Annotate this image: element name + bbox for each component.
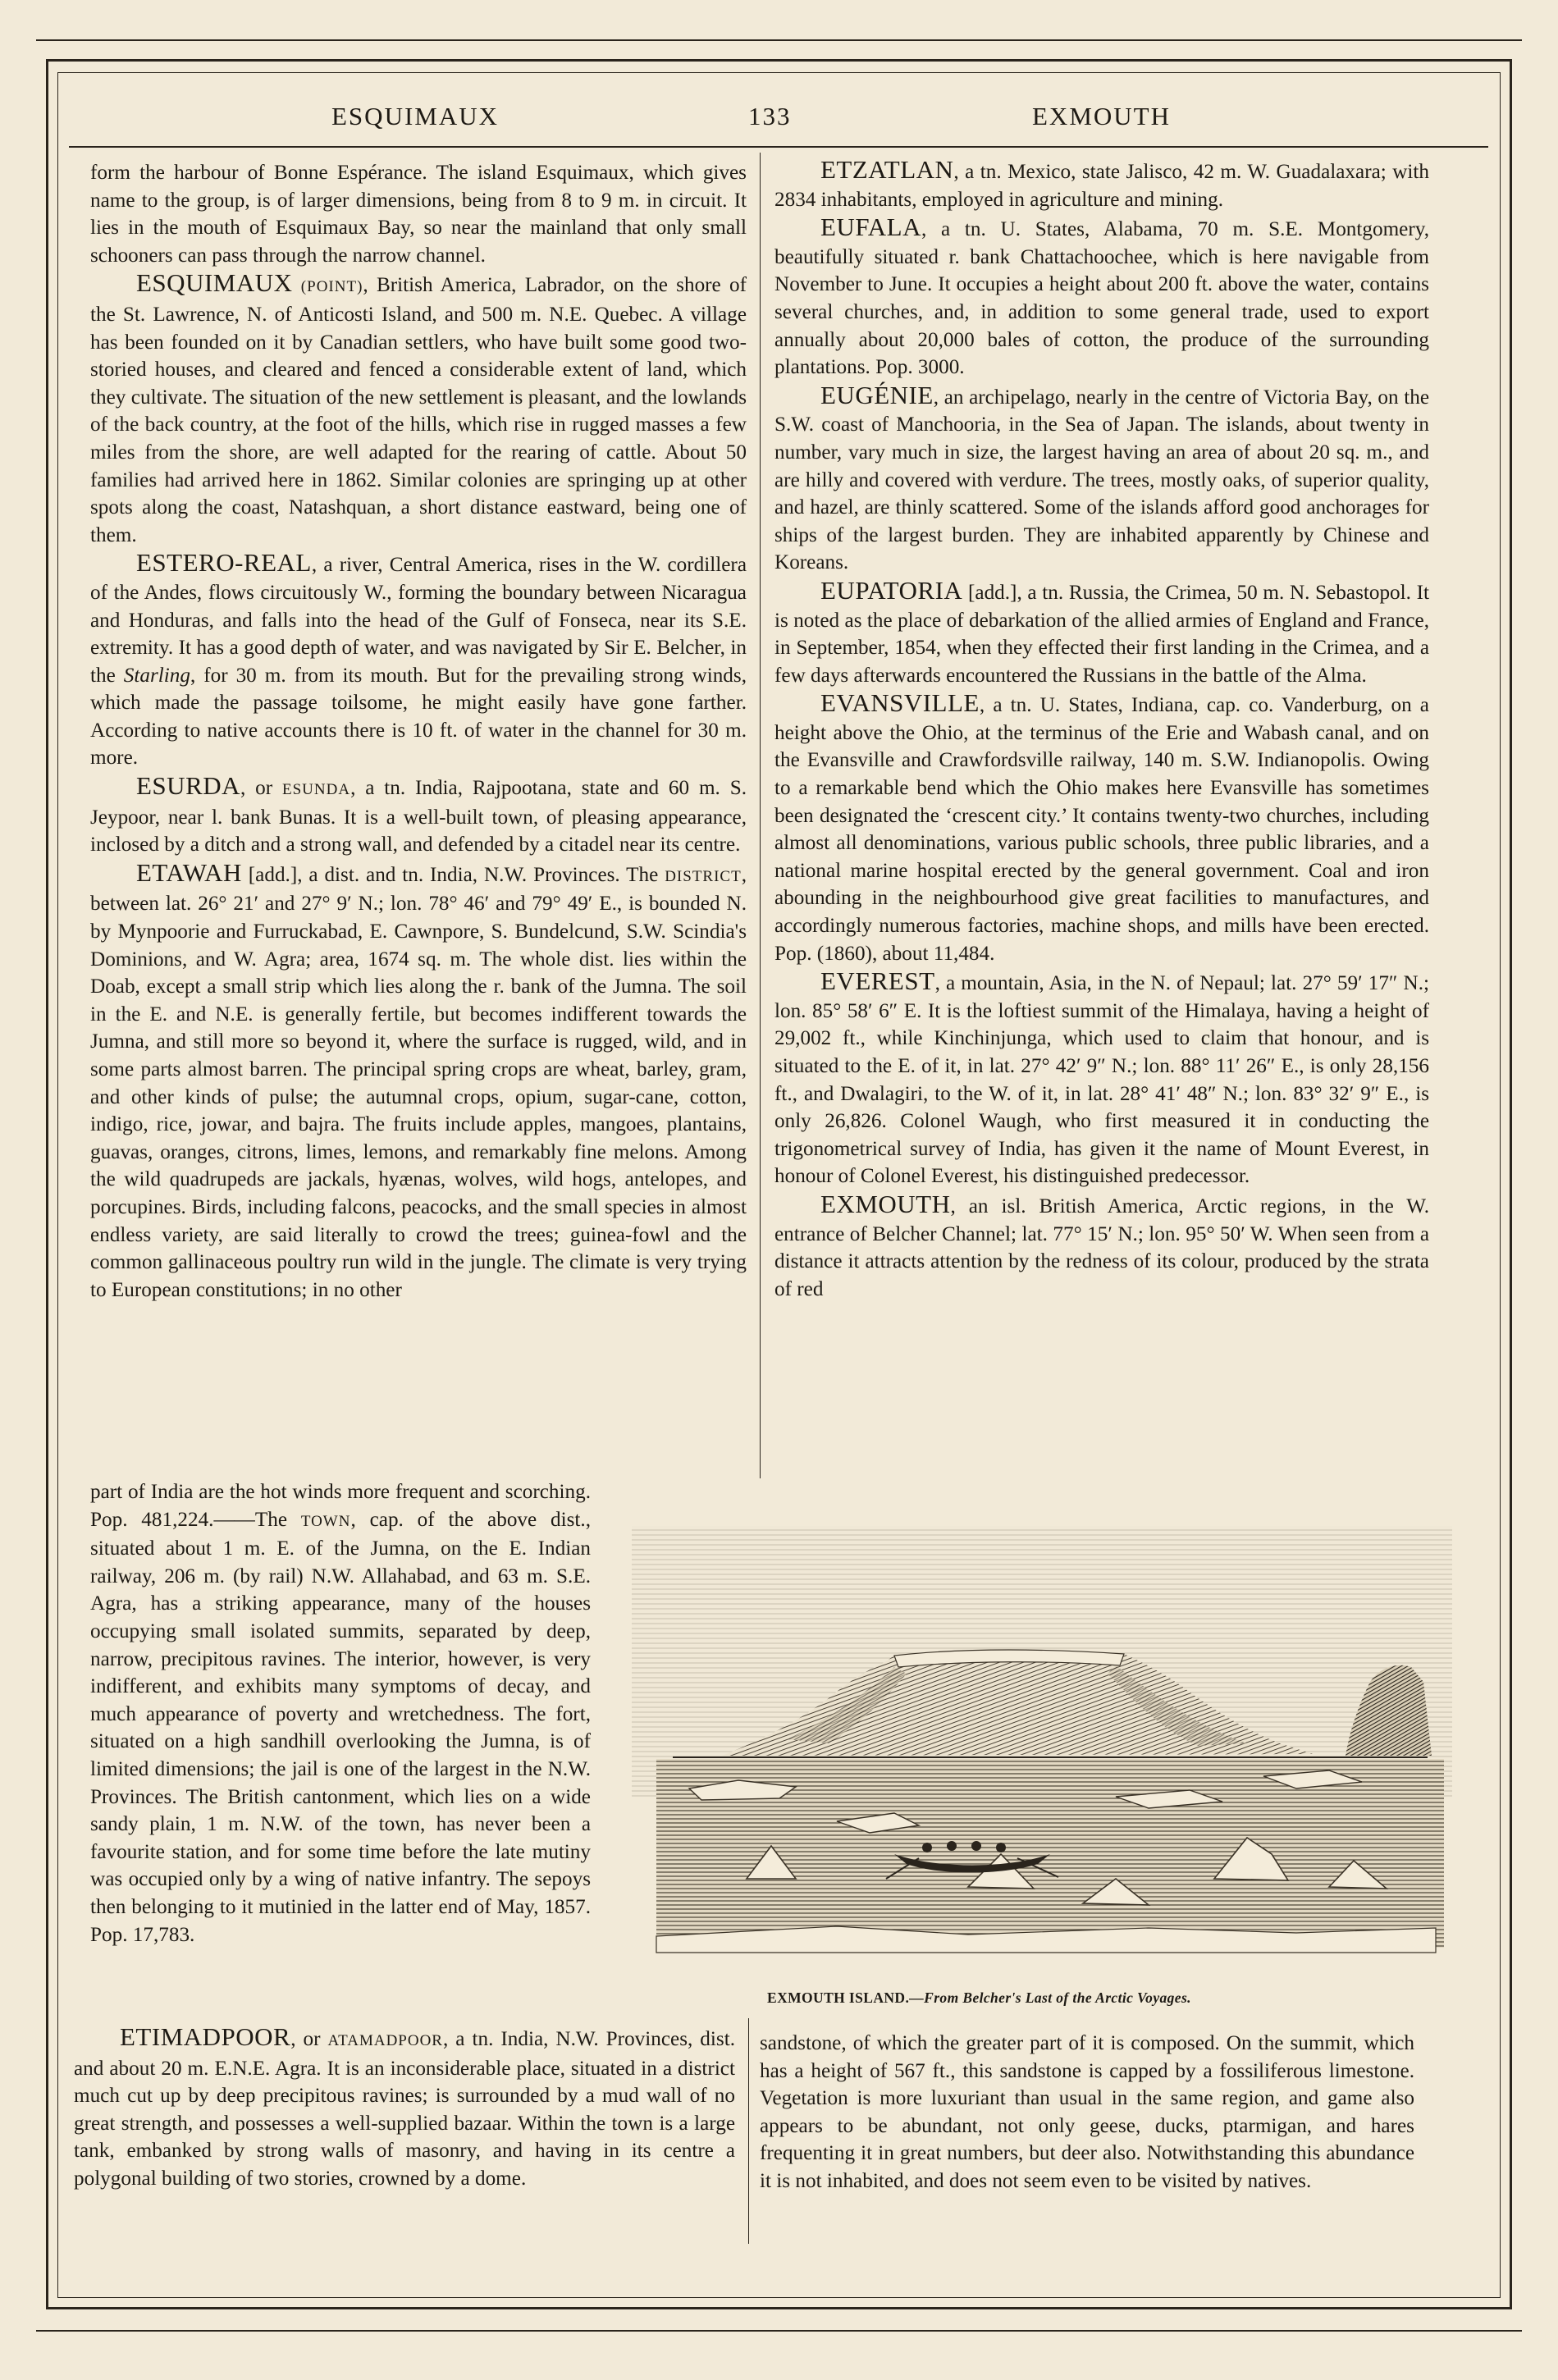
- entry-text: [add.], a dist. and tn. India, N.W. Provinces. The: [241, 863, 665, 886]
- frame-left-inner: [57, 72, 58, 2297]
- entry-exmouth: [774, 1190, 1429, 1303]
- small-caps-label: DISTRICT: [665, 867, 742, 885]
- headword: EVANSVILLE: [820, 688, 980, 718]
- caption-source: —From Belcher's Last of the Arctic Voyages.: [909, 1989, 1191, 2006]
- entry-text: , a tn. India, Rajpootana, state and 60 m. S. Jeypoor, near l. bank Bunas. It is a well-built town, of pleasing appearance, inclosed by a ditch and a strong wall, and defended by a citadel near its centre.: [90, 777, 747, 857]
- headword: ESURDA: [136, 771, 241, 801]
- entry-text: , or: [290, 2028, 328, 2050]
- running-head-right: EXMOUTH: [1032, 102, 1171, 130]
- entry-eupatoria: [774, 577, 1429, 689]
- small-caps-label: ATAMADPOOR: [327, 2032, 443, 2049]
- frame-right-outer: [1510, 59, 1512, 2309]
- header-rule: [69, 146, 1488, 148]
- headword: ESQUIMAUX: [136, 268, 293, 298]
- entry-esquimaux-point: [90, 269, 747, 549]
- entry-estero-real: [90, 549, 747, 772]
- entry-text: , British America, Labrador, on the shore of the St. Lawrence, N. of Anticosti Island, and 500 m. N.E. Quebec. A village has been founded on it by Canadian settlers, who have built some good two-storied houses, and cleared and fenced a considerable extent of land, which they cultivate. The situation of the new settlement is pleasant, and the lowlands of the back country, at the foot of the hills, which rise in rugged masses a few miles from the shore, are well adapted for the rearing of cattle. About 50 families had arrived here in 1862. Similar colonies are springing up at other spots along the coast, Natashquan, a short distance eastward, being one of them.: [90, 274, 747, 546]
- entry-text: , a tn. U. States, Alabama, 70 m. S.E. Montgomery, beautifully situated r. bank Chattachoochee, which is here navigable from November to June. It occupies a height about 200 ft. above the water, contains several churches, and, in addition to some general trade, used to export annually about 20,000 bales of cotton, the produce of the surrounding plantations. Pop. 3000.: [774, 218, 1429, 379]
- entry-eugenie: [774, 381, 1429, 577]
- entry-text: , a tn. U. States, Indiana, cap. co. Vanderburg, on a height above the Ohio, at the terminus of the Erie and Wabash canal, and on the Evansville and Crawfordsville railway, 140 m. S.W. Indianopolis. Owing to a remarkable bend which the Ohio makes here Evansville has sometimes been designated the ‘crescent city.’ It contains twenty-two churches, including almost all denominations, various public schools, three public libraries, and a national marine hospital erected by the general government. Coal and iron abounding in the neighbourhood give great facilities to manufactures, and accordingly numerous factories, machine shops, and mills have been erected. Pop. (1860), about 11,484.: [774, 694, 1429, 965]
- right-column-lower: [760, 2030, 1414, 2195]
- entry-esurda: [90, 772, 747, 859]
- frame-left-outer: [46, 59, 48, 2309]
- entry-etimadpoor: [74, 2023, 735, 2193]
- left-column-narrow: [90, 1478, 591, 1948]
- entry-etawah: [90, 859, 747, 1304]
- small-caps-label: TOWN: [300, 1512, 351, 1530]
- exmouth-continuation: sandstone, of which the greater part of it is composed. On the summit, which has a height of 567 ft., this sandstone is capped by a fossiliferous limestone. Vegetation is more luxuriant than usual in the same region, and game also appears to be abundant, not only geese, ducks, ptarmigan, and hares frequenting it in great numbers, but deer also. Notwithstanding this abundance it is not inhabited, and does not seem even to be visited by natives.: [760, 2032, 1414, 2192]
- headword: ETZATLAN: [820, 155, 954, 184]
- frame-right-inner: [1500, 72, 1501, 2297]
- running-head-left: ESQUIMAUX: [331, 102, 499, 130]
- entry-text: , an isl. British America, Arctic regions, in the W. entrance of Belcher Channel; lat. 77° 15′ N.; lon. 95° 50′ W. When seen from a distance it attracts attention by the redness of its colour, produced by the strata of red: [774, 1195, 1429, 1300]
- frame-top-inner: [46, 59, 1512, 62]
- entry-text: , or: [240, 777, 282, 800]
- entry-text: , an archipelago, nearly in the centre of Victoria Bay, on the S.W. coast of Manchooria, in the Sea of Japan. The islands, about twenty in number, vary much in size, the largest having an area of about 20 sq. m., and are hilly and covered with verdure. The trees, mostly oaks, of superior quality, and hazel, are thinly scattered. Some of the islands afford good anchorages for ships of the largest burden. They are inhabited apparently by Chinese and Koreans.: [774, 386, 1429, 574]
- left-column-upper: [90, 159, 747, 1304]
- headword: EXMOUTH: [820, 1189, 951, 1218]
- frame-top-inner2: [57, 72, 1501, 73]
- right-column-upper: [774, 156, 1429, 1303]
- frame-bottom-outer: [46, 2307, 1512, 2309]
- headword: ETIMADPOOR: [120, 2022, 291, 2051]
- headword: ESTERO-REAL: [136, 548, 312, 578]
- figure-caption: [767, 1989, 1191, 2007]
- entry-text: , a river, Central America, rises in the W. cordillera of the Andes, flows circuitously W., forming the boundary between Nicaragua and Honduras, and falls into the head of the Gulf of Fonseca, near its S.E. extremity. It has a good depth of water, and was navigated by Sir E. Belcher, in the: [90, 554, 747, 687]
- column-divider-upper: [760, 153, 761, 1478]
- esquimaux-continuation: form the harbour of Bonne Espérance. The island Esquimaux, which gives name to the group, is of larger dimensions, being from 8 to 9 m. in circuit. It lies in the mouth of Esquimaux Bay, so near the mainland that only small schooners can pass through the narrow channel.: [90, 162, 747, 267]
- entry-text: , a tn. Mexico, state Jalisco, 42 m. W. Guadalaxara; with 2834 inhabitants, employed in agriculture and mining.: [774, 161, 1429, 211]
- ship-name: Starling: [123, 664, 190, 687]
- small-caps-label: ESUNDA: [282, 781, 351, 799]
- entry-text: [add.], a tn. Russia, the Crimea, 50 m. N. Sebastopol. It is noted as the place of debarkation of the allied armies of England and France, in September, 1854, when they effected their first landing in the Crimea, and a few days afterwards encountered the Russians in the battle of the Alma.: [774, 581, 1429, 687]
- small-caps-label: (POINT): [300, 278, 363, 296]
- headword: ETAWAH: [136, 857, 242, 887]
- headword: EUGÉNIE: [820, 380, 934, 409]
- etawah-continuation: [90, 1478, 591, 1948]
- entry-eufala: [774, 213, 1429, 381]
- page-number: 133: [748, 102, 792, 130]
- frame-top-outer: [36, 39, 1522, 41]
- entry-text: , for 30 m. from its mouth. But for the prevailing strong winds, which made the passage toilsome, he might easily have gone farther. According to native accounts there is 10 ft. of water in the channel for 30 m. more.: [90, 664, 747, 770]
- frame-bottom-outermost: [36, 2330, 1522, 2332]
- entry-evansville: [774, 689, 1429, 967]
- caption-title: EXMOUTH ISLAND.: [767, 1989, 910, 2006]
- entry-text: , between lat. 26° 21′ and 27° 9′ N.; lon. 78° 46′ and 79° 49′ E., is bounded N. by Mynpoorie and Furruckabad, E. Cawnpore, S. Bundelcund, S.W. Scindia's Dominions, and W. Agra; area, 1674 sq. m. The whole dist. lies within the Doab, except a small strip which lies along the r. bank of the Jumna. The soil in the E. and N.E. is generally fertile, but becomes indifferent towards the Jumna, and still more so beyond it, where the surface is rugged, wild, and in some parts almost barren. The principal spring crops are wheat, barley, gram, and other kinds of pulse; the autumnal crops, opium, sugar-cane, cotton, indigo, rice, jowar, and bajra. The fruits include apples, mangoes, plantains, guavas, oranges, citrons, limes, lemons, and remarkably fine melons. Among the wild quadrupeds are jackals, hyænas, wolves, wild hogs, antelopes, and porcupines. Birds, including falcons, peacocks, and the small species in almost endless variety, are said literally to crowd the trees; guinea-fowl and the common gallinaceous poultry run wild in the jungle. The climate is very trying to European constitutions; in no other: [90, 863, 747, 1301]
- headword: EVEREST: [820, 966, 935, 996]
- frame-bottom-inner: [57, 2297, 1501, 2298]
- left-column-lower: [74, 2023, 735, 2193]
- exmouth-island-engraving: [624, 1493, 1460, 1977]
- entry-everest: [774, 967, 1429, 1190]
- entry-text: , a mountain, Asia, in the N. of Nepaul; lat. 27° 59′ 17″ N.; lon. 85° 58′ 6″ E. It is the loftiest summit of the Himalaya, having a height of 29,002 ft., while Kinchinjunga, which used to claim that honour, and is situated to the E. of it, in lat. 27° 42′ 9″ N.; lon. 88° 11′ 26″ E., is only 28,156 ft., and Dwalagiri, to the W. of it, in lat. 28° 41′ 48″ N.; lon. 83° 32′ 9″ E., is only 26,826. Colonel Waugh, who first measured it in conducting the trigonometrical survey of India, has given it the name of Mount Everest, in honour of Colonel Everest, his distinguished predecessor.: [774, 972, 1429, 1188]
- headword: EUPATORIA: [820, 575, 963, 605]
- entry-text: , a tn. India, N.W. Provinces, dist. and about 20 m. E.N.E. Agra. It is an inconsiderable place, situated in a district much cut up by deep precipitous ravines; is surrounded by a mud wall of no great strength, and possesses a well-supplied bazaar. Within the town is a large tank, embanked by strong walls of masonry, and having in its centre a polygonal building of two stories, crowned by a dome.: [74, 2028, 735, 2190]
- entry-etzatlan: [774, 156, 1429, 213]
- column-divider-lower: [748, 2018, 749, 2244]
- entry-text: , cap. of the above dist., situated about 1 m. E. of the Jumna, on the E. Indian railway, 206 m. (by rail) N.W. Allahabad, and 63 m. S.E. Agra, has a striking appearance, many of the houses occupying small isolated summits, separated by deep, narrow, precipitous ravines. The interior, however, is very indifferent, and exhibits many symptoms of decay, and much appearance of poverty and wretchedness. The fort, situated on a high sandhill overlooking the Jumna, is of limited dimensions; the jail is one of the largest in the N.W. Provinces. The British cantonment, which lies on a wide sandy plain, 1 m. N.W. of the town, has never been a favourite station, and for some time before the late mutiny was occupied only by a wing of native infantry. The sepoys then belonging to it mutinied in the latter end of May, 1857. Pop. 17,783.: [90, 1508, 591, 1946]
- entry-text: part of India are the hot winds more frequent and scorching. Pop. 481,224.——The: [90, 1481, 591, 1531]
- headword: EUFALA: [820, 212, 921, 242]
